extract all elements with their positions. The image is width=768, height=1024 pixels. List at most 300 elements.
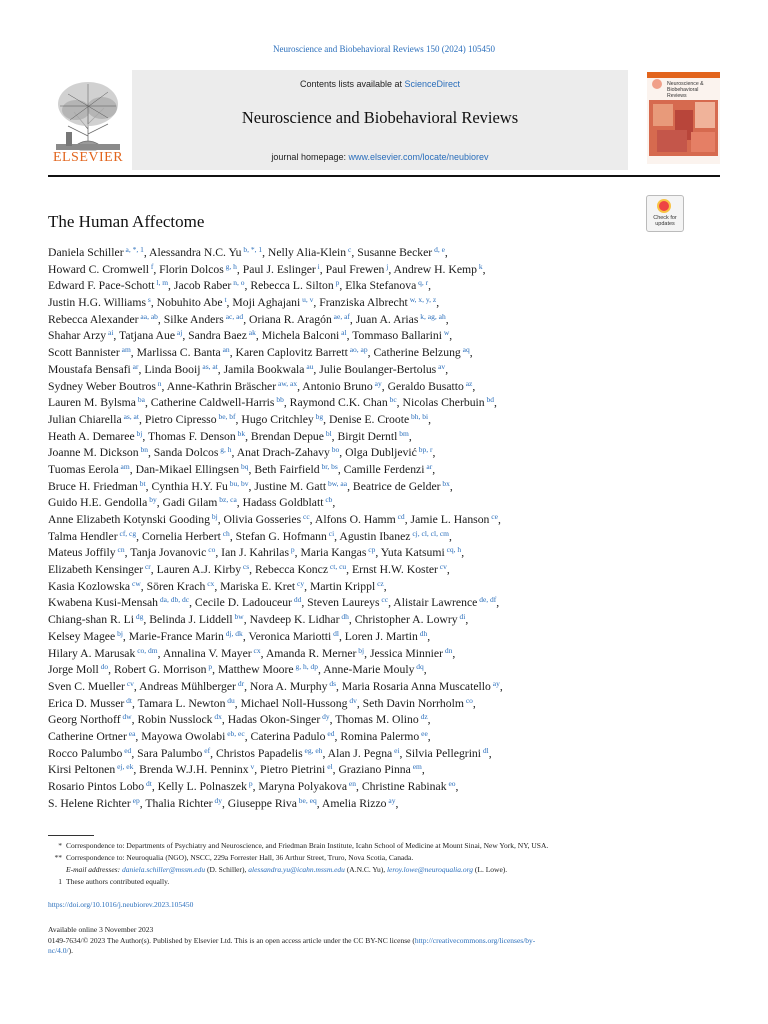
author-list [48,245,728,812]
author-name[interactable]: Justine M. Gatt [254,479,327,493]
affiliation-marker[interactable]: bj [134,428,143,438]
author-name[interactable]: Georg Northoff [48,713,121,727]
author-name[interactable]: Kelly L. Polnaszek [157,780,247,793]
author-name[interactable]: Ian J. Kahrilas [221,546,290,560]
affiliation-marker[interactable]: u, v [300,295,314,305]
author-name[interactable]: Paul Frewen [325,262,385,276]
author-name[interactable]: Hadas Okon-Singer [227,713,321,727]
author-name[interactable]: Hadass Goldblatt [242,496,324,510]
affiliation-marker[interactable]: cn [115,545,125,555]
author-name[interactable]: Gadi Gilam [162,496,218,510]
affiliation-marker[interactable]: cv [124,678,134,688]
affiliation-marker[interactable]: dd [291,595,302,605]
author-name[interactable]: Brenda W.J.H. Penninx [139,763,249,777]
affiliation-marker[interactable]: bh, bi [409,411,429,421]
author-name[interactable]: Stefan G. Hofmann [235,529,327,543]
sciencedirect-link[interactable]: ScienceDirect [404,79,461,89]
author-name[interactable]: Brendan Depue [250,429,324,443]
author-name[interactable]: Robert G. Morrison [113,663,207,677]
affiliation-marker[interactable]: dj, dk [223,628,243,638]
author-name[interactable]: Alan J. Pegna [327,746,393,760]
affiliation-marker[interactable]: n, o [231,278,245,288]
affiliation-marker[interactable]: d, e [432,245,445,254]
author-name[interactable]: Justin H.G. Williams [48,296,147,310]
author-name[interactable]: Erica D. Musser [48,696,125,710]
author-name[interactable]: Martin Krippl [309,579,376,593]
affiliation-marker[interactable]: bm [397,428,409,438]
affiliation-marker[interactable]: ao, ap [347,345,368,355]
author-name[interactable]: Moji Aghajani [232,296,301,310]
affiliation-marker[interactable]: g, h [223,261,237,271]
affiliation-marker[interactable]: bj [209,512,218,521]
affiliation-marker[interactable]: bg [313,411,324,421]
affiliation-marker[interactable]: dz [418,712,428,722]
affiliation-marker[interactable]: dy [320,712,330,722]
affiliation-marker[interactable]: ce [489,512,498,521]
author-name[interactable]: Rebecca L. Silton [250,279,334,293]
affiliation-marker[interactable]: bp, r [416,445,433,455]
author-name[interactable]: Anne-Kathrin Bräscher [166,379,277,393]
affiliation-marker[interactable]: ay [386,795,396,805]
affiliation-marker[interactable]: el [325,762,333,772]
author-separator: , [243,312,250,326]
affiliation-marker[interactable]: am [119,345,131,355]
author-name[interactable]: Elizabeth Kensinger [48,563,144,577]
author-name[interactable]: Andrew H. Kemp [393,262,477,276]
author-name[interactable]: Catherine Belzung [373,346,461,360]
author-name[interactable]: Scott Bannister [48,346,120,360]
author-name[interactable]: Graziano Pinna [338,763,411,777]
affiliation-marker[interactable]: ed [325,728,335,738]
author-name[interactable]: Guido H.E. Gendolla [48,496,148,510]
author-name[interactable]: Rosario Pintos Lobo [48,780,145,793]
author-name[interactable]: Andreas Mühlberger [139,679,236,693]
email-link-lowe[interactable]: leroy.lowe@neuroqualia.org [386,865,474,874]
affiliation-marker[interactable]: dq [414,662,424,672]
affiliation-marker[interactable]: be, eq [296,795,317,805]
author-name[interactable]: Jamie L. Hanson [410,513,490,526]
affiliation-marker[interactable]: dt [124,695,132,705]
author-name[interactable]: Jessica Minnier [369,646,443,660]
author-name[interactable]: Christos Papadelis [215,746,303,760]
author-name[interactable]: Mateus Joffily [48,546,116,560]
affiliation-marker[interactable]: bu, bv [227,478,249,488]
affiliation-marker[interactable]: c [346,245,352,254]
author-name[interactable]: Jacob Raber [173,279,232,293]
affiliation-marker[interactable]: eb, ec [225,728,245,738]
affiliation-marker[interactable]: w [441,328,450,338]
author-name[interactable]: Agustin Ibanez [339,529,411,543]
affiliation-marker[interactable]: l, m [154,278,169,288]
affiliation-marker[interactable]: ai [106,328,114,338]
author-name[interactable]: Tatjana Aue [119,329,176,343]
author-name[interactable]: Olga Dubljević [345,446,417,460]
affiliation-marker[interactable]: dh [417,628,428,638]
affiliation-marker[interactable]: p [246,779,253,788]
author-name[interactable]: Beatrice de Gelder [352,479,441,493]
affiliation-marker[interactable]: n [155,378,162,388]
author-name[interactable]: Cecile D. Ladouceur [194,596,292,610]
author-name[interactable]: Belinda J. Liddell [149,613,233,627]
author-name[interactable]: Thalia Richter [145,796,213,810]
affiliation-marker[interactable]: dh [339,612,349,622]
affiliation-marker[interactable]: cr [143,562,151,572]
affiliation-marker[interactable]: s [146,295,151,305]
affiliation-marker[interactable]: cq, h [444,545,462,555]
author-name[interactable]: Ernst H.W. Koster [352,563,438,577]
license-text: 0149-7634/© 2023 The Author(s). Published by Elsevier Ltd. This is an open access article under the CC BY-NC license ( [48,935,415,945]
author-name[interactable]: Cynthia H.Y. Fu [151,479,228,493]
affiliation-marker[interactable]: ef [202,745,211,755]
author-name[interactable]: Joanne M. Dickson [48,446,139,460]
author-name[interactable]: Catherine Caldwell-Harris [150,396,275,410]
author-name[interactable]: Maria Rosaria Anna Muscatello [341,679,491,693]
affiliation-marker[interactable]: ds [327,678,337,688]
affiliation-marker[interactable]: be, bf [216,411,236,421]
author-separator: , [388,262,394,276]
affiliation-marker[interactable]: au [304,361,314,371]
author-name[interactable]: Sara Palumbo [137,746,203,760]
author-name[interactable]: Kwabena Kusi-Mensah [48,596,159,610]
author-name[interactable]: Loren J. Martin [344,629,418,643]
author-name[interactable]: Lauren A.J. Kirby [156,563,242,577]
affiliation-marker[interactable]: dw [120,712,132,722]
author-separator: , [381,379,388,393]
author-name[interactable]: Pietro Cipresso [144,412,217,426]
author-name[interactable]: Paul J. Eslinger [242,262,316,276]
affiliation-marker[interactable]: p [333,278,340,288]
author-name[interactable]: Giuseppe Riva [227,796,297,810]
affiliation-marker[interactable]: cw [130,578,141,588]
affiliation-marker[interactable]: f [148,261,154,271]
affiliation-marker[interactable]: de, df [477,595,497,605]
author-name[interactable]: Kelsey Magee [48,629,116,643]
affiliation-marker[interactable]: cd [395,512,405,521]
license-link[interactable]: http://creativecommons.org/licenses/by- [414,935,536,945]
affiliation-marker[interactable]: bl [323,428,332,438]
author-name[interactable]: Talma Hendler [48,529,118,543]
affiliation-marker[interactable]: bk [235,428,246,438]
affiliation-marker[interactable]: ci [326,528,335,538]
author-name[interactable]: Christine Rabinak [361,780,447,793]
author-name[interactable]: Thomas F. Denson [148,429,236,443]
author-name[interactable]: Rebecca Koncz [255,563,329,577]
affiliation-marker[interactable]: dx [212,712,222,722]
author-name[interactable]: Jamila Bookwala [223,362,305,376]
author-line [48,696,728,713]
affiliation-marker[interactable]: cx [251,645,261,655]
author-name[interactable]: Sören Krach [146,579,206,593]
author-name[interactable]: Karen Caplovitz Barrett [235,346,348,360]
affiliation-marker[interactable]: ae, af [331,311,350,321]
affiliation-marker[interactable]: ch [220,528,230,538]
author-name[interactable]: Shahar Arzy [48,329,107,343]
affiliation-marker[interactable]: ac, ad [223,311,244,321]
author-name[interactable]: Alfons O. Hamm [314,513,396,526]
author-name[interactable]: Rocco Palumbo [48,746,123,760]
affiliation-marker[interactable]: du [225,695,235,705]
author-name[interactable]: Marie-France Marin [128,629,224,643]
author-name[interactable]: Bruce H. Friedman [48,479,138,493]
affiliation-marker[interactable]: ar [424,461,433,471]
author-name[interactable]: Tanja Jovanovic [130,546,207,560]
affiliation-marker[interactable]: en [347,779,356,788]
author-name[interactable]: Silke Anders [163,312,224,326]
author-name[interactable]: Anne-Marie Mouly [323,663,415,677]
author-name[interactable]: Alistair Lawrence [393,596,478,610]
author-name[interactable]: Julian Chiarella [48,412,122,426]
author-separator: , [150,296,157,310]
affiliation-marker[interactable]: bn [138,445,148,455]
affiliation-marker[interactable]: dg [134,612,144,622]
author-name[interactable]: Navdeep K. Lidhar [249,613,340,627]
affiliation-marker[interactable]: q, r [416,278,429,288]
affiliation-marker[interactable]: ep [130,795,140,805]
affiliation-marker[interactable]: do [98,662,109,672]
affiliation-marker[interactable]: bq [239,461,249,471]
affiliation-marker[interactable]: i [315,261,320,271]
affiliation-marker[interactable]: co [463,695,473,705]
author-name[interactable]: Jorge Moll [48,663,99,677]
affiliation-marker[interactable]: b, *, 1 [241,245,263,254]
author-name[interactable]: Lauren M. Bylsma [48,396,136,410]
affiliation-marker[interactable]: bo [329,445,340,455]
affiliation-marker[interactable]: cb [323,495,333,505]
author-name[interactable]: Michela Balconi [261,329,340,343]
affiliation-marker[interactable]: aq [460,345,470,355]
author-name[interactable]: Cornelia Herbert [141,529,221,543]
author-name[interactable]: Olivia Gosseries [223,513,302,526]
affiliation-marker[interactable]: a, *, 1 [123,245,144,254]
author-name[interactable]: Sanda Dolcos [153,446,219,460]
affiliation-marker[interactable]: bb [274,395,284,405]
affiliation-marker[interactable]: bt [137,478,146,488]
affiliation-marker[interactable]: di [457,612,466,622]
journal-citation[interactable]: Neuroscience and Biobehavioral Reviews 150 (2024) 105450 [273,44,495,54]
author-name[interactable]: Matthew Moore [217,663,294,677]
author-name[interactable]: Marlissa C. Banta [136,346,221,360]
author-name[interactable]: Thomas M. Olino [335,713,419,727]
affiliation-marker[interactable]: aw, ax [276,378,298,388]
author-name[interactable]: Nobuhito Abe [156,296,223,310]
author-name[interactable]: Amelia Rizzo [321,796,387,810]
author-name[interactable]: Sandra Baez [188,329,247,343]
author-name[interactable]: Tuomas Eerola [48,462,119,476]
author-name[interactable]: Sydney Weber Boutros [48,379,156,393]
affiliation-marker[interactable]: ar [130,361,139,371]
affiliation-marker[interactable]: bw [232,612,244,622]
author-name[interactable]: Antonio Bruno [302,379,373,393]
author-name[interactable]: Florin Dolcos [159,262,224,276]
affiliation-marker[interactable]: ba [135,395,145,405]
author-name[interactable]: Nora A. Murphy [249,679,328,693]
author-name[interactable]: Yuta Katsumi [380,546,445,560]
affiliation-marker[interactable]: ej, ek [115,762,134,772]
author-name[interactable]: Edward F. Pace-Schott [48,279,155,293]
affiliation-marker[interactable]: br, bs [319,461,338,471]
author-name[interactable]: Oriana R. Aragón [249,312,332,326]
author-name[interactable]: Camille Ferdenzi [343,462,425,476]
affiliation-marker[interactable]: cj, cl, cl, cm [410,528,449,538]
affiliation-marker[interactable]: p [289,545,295,555]
author-name[interactable]: Raymond C.K. Chan [289,396,388,410]
author-name[interactable]: Moustafa Bensafi [48,362,131,376]
author-name[interactable]: Romina Palermo [340,729,420,743]
author-name[interactable]: Maria Kangas [300,546,367,560]
author-name[interactable]: Pietro Pietrini [260,763,326,777]
affiliation-marker[interactable]: cy [295,578,305,588]
author-name[interactable]: Tommaso Ballarini [352,329,442,343]
author-name[interactable]: Daniela Schiller [48,246,124,259]
affiliation-marker[interactable]: g, h, dp [293,662,318,672]
author-name[interactable]: Howard C. Cromwell [48,262,149,276]
affiliation-marker[interactable]: t [222,295,227,305]
author-name[interactable]: Kirsi Peltonen [48,763,116,777]
author-name[interactable]: Linda Booij [144,362,201,376]
affiliation-marker[interactable]: as, at [200,361,218,371]
affiliation-marker[interactable]: ay [372,378,382,388]
affiliation-marker[interactable]: bx [440,478,450,488]
author-separator: , [356,696,363,710]
contents-prefix: Contents lists available at [299,79,405,89]
author-name[interactable]: Robin Nusslock [137,713,213,727]
affiliation-marker[interactable]: k [476,261,483,271]
affiliation-marker[interactable]: cv [437,562,447,572]
affiliation-marker[interactable]: ak [246,328,256,338]
affiliation-marker[interactable]: am [118,461,130,471]
affiliation-marker[interactable]: bj [115,628,123,638]
affiliation-marker[interactable]: bz, ca [217,495,237,505]
author-name[interactable]: Sven C. Mueller [48,679,125,693]
email-link-yu[interactable]: alessandra.yu@icahn.mssm.edu [248,865,345,874]
affiliation-marker[interactable]: bc [387,395,397,405]
author-name[interactable]: Hugo Critchley [241,412,314,426]
author-name[interactable]: Michael Noll-Hussong [240,696,348,710]
affiliation-marker[interactable]: eo [446,779,456,788]
affiliation-marker[interactable]: cp [366,545,376,555]
author-name[interactable]: Annalina V. Mayer [162,646,252,660]
affiliation-marker[interactable]: dr [235,678,245,688]
affiliation-marker[interactable]: w, x, y, z [407,295,437,305]
author-separator: , [309,513,315,526]
author-name[interactable]: Geraldo Busatto [387,379,464,393]
affiliation-marker[interactable]: dl [331,628,339,638]
affiliation-marker[interactable]: aa, ab [138,311,158,321]
affiliation-marker[interactable]: co [206,545,216,555]
author-name[interactable]: Silvia Pellegrini [405,746,482,760]
author-name[interactable]: Seth Davin Norrholm [362,696,464,710]
affiliation-marker[interactable]: aj [175,328,183,338]
affiliation-marker[interactable]: dt [144,779,152,788]
affiliation-marker[interactable]: j [384,261,389,271]
journal-cover-thumbnail[interactable] [647,72,720,164]
affiliation-marker[interactable]: ee [419,728,428,738]
author-name[interactable]: Mariska E. Kret [220,579,296,593]
affiliation-marker[interactable]: ct, cu [328,562,347,572]
affiliation-marker[interactable]: co, dm [135,645,158,655]
affiliation-marker[interactable]: ei [392,745,400,755]
email-link-schiller[interactable]: daniela.schiller@mssm.edu [121,865,206,874]
author-name[interactable]: Anat Drach-Zahavy [236,446,330,460]
doi-link[interactable]: https://doi.org/10.1016/j.neubiorev.2023.105450 [48,900,194,909]
author-name[interactable]: Dan-Mikael Ellingsen [135,462,240,476]
affiliation-marker[interactable]: dn [443,645,453,655]
author-name[interactable]: Nicolas Cherbuin [402,396,485,410]
affiliation-marker[interactable]: bj [356,645,365,655]
author-name[interactable]: Denise E. Croote [328,412,410,426]
homepage-link[interactable]: www.elsevier.com/locate/neubiorev [348,152,489,162]
affiliation-marker[interactable]: az [463,378,473,388]
affiliation-marker[interactable]: cs [241,562,250,572]
author-name[interactable]: Birgit Derntl [337,429,398,443]
author-name[interactable]: Amanda R. Merner [265,646,357,660]
license-link-cont[interactable]: nc/4.0/ [48,946,69,955]
affiliation-marker[interactable]: dl [481,745,489,755]
affiliation-marker[interactable]: cf, cg [117,528,137,538]
author-name[interactable]: Catherine Ortner [48,729,127,743]
affiliation-marker[interactable]: v [248,762,255,772]
author-name[interactable]: Franziska Albrecht [319,296,408,310]
author-name[interactable]: Hilary A. Marusak [48,646,136,660]
author-name[interactable]: Juan A. Arias [355,312,419,326]
affiliation-marker[interactable]: da, db, dc [158,595,190,605]
affiliation-marker[interactable]: dv [347,695,357,705]
affiliation-marker[interactable]: as, at [121,411,139,421]
affiliation-marker[interactable]: dy [212,795,222,805]
author-name[interactable]: Veronica Mariotti [248,629,332,643]
affiliation-marker[interactable]: av [436,361,446,371]
author-name[interactable]: Caterina Padulo [250,729,326,743]
affiliation-marker[interactable]: em [410,762,422,772]
author-name[interactable]: Nelly Alia-Klein [267,246,347,259]
affiliation-marker[interactable]: eg, eh [302,745,323,755]
author-name[interactable]: Susanne Becker [357,246,433,259]
affiliation-marker[interactable]: ay [490,678,500,688]
affiliation-marker[interactable]: p [206,662,213,672]
author-name[interactable]: Elka Stefanova [345,279,417,293]
affiliation-marker[interactable]: ea [126,728,136,738]
affiliation-marker[interactable]: cc [379,595,389,605]
affiliation-marker[interactable]: bd [484,395,495,405]
author-name[interactable]: Christopher A. Lowry [354,613,458,627]
affiliation-marker[interactable]: cc [301,512,310,521]
affiliation-marker[interactable]: an [220,345,230,355]
author-name[interactable]: Heath A. Demaree [48,429,135,443]
author-name[interactable]: Mayowa Owolabi [141,729,226,743]
author-name[interactable]: Rebecca Alexander [48,312,139,326]
author-name[interactable]: Beth Fairfield [254,462,320,476]
author-name[interactable]: Julie Boulanger-Bertolus [319,362,437,376]
affiliation-marker[interactable]: ed [122,745,132,755]
affiliation-marker[interactable]: cx [205,578,215,588]
check-for-updates-badge[interactable] [646,195,684,232]
author-name[interactable]: Kasia Kozlowska [48,579,131,593]
affiliation-marker[interactable]: by [147,495,157,505]
author-name[interactable]: Anne Elizabeth Kotynski Gooding [48,513,210,526]
author-name[interactable]: Steven Laureys [307,596,380,610]
author-name[interactable]: S. Helene Richter [48,796,131,810]
affiliation-marker[interactable]: cz [375,578,384,588]
author-name[interactable]: Chiang-shan R. Li [48,613,135,627]
author-separator: , [221,796,228,810]
author-name[interactable]: Alessandra N.C. Yu [149,246,242,259]
author-name[interactable]: Tamara L. Newton [137,696,226,710]
author-name[interactable]: Maryna Polyakova [258,780,348,793]
affiliation-marker[interactable]: bw, aa [326,478,348,488]
affiliation-marker[interactable]: g, h [218,445,232,455]
affiliation-marker[interactable]: k, ag, ah [418,311,446,321]
affiliation-marker[interactable]: al [339,328,347,338]
